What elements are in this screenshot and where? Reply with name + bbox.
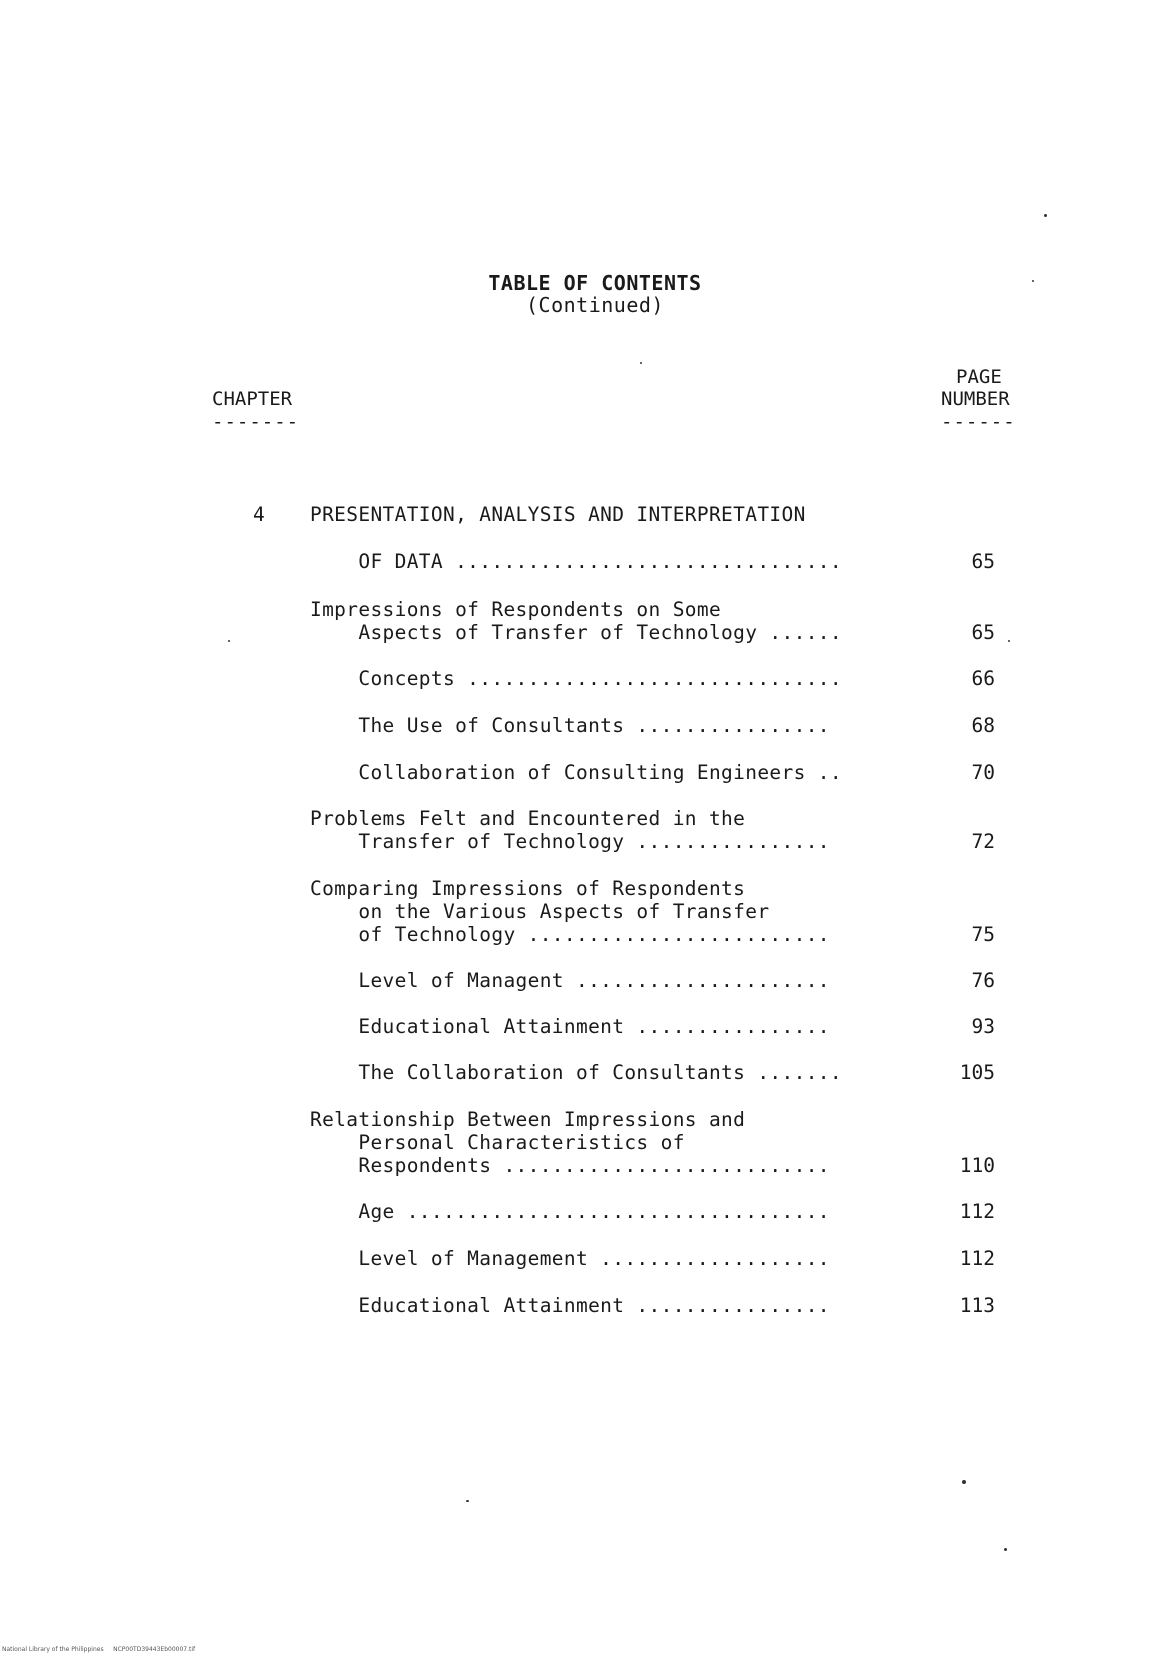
- toc-entry-line: Relationship Between Impressions and: [310, 1108, 746, 1131]
- page-subtitle: (Continued): [526, 293, 664, 317]
- toc-entry-line: on the Various Aspects of Transfer: [310, 900, 770, 923]
- toc-page-number: 72: [971, 830, 995, 853]
- chapter-header: CHAPTER: [212, 388, 293, 410]
- toc-page-number: 112: [959, 1200, 995, 1223]
- toc-entry-line: Educational Attainment ................: [310, 1015, 830, 1038]
- toc-page-number: 75: [971, 923, 995, 946]
- toc-entry-line: Educational Attainment ................: [310, 1294, 830, 1317]
- page-number-header-rule: ------: [941, 411, 1016, 433]
- toc-entry-line: Aspects of Transfer of Technology ......: [310, 621, 842, 644]
- toc-entry-line: Level of Managent .....................: [310, 969, 830, 992]
- toc-page-number: 105: [959, 1061, 995, 1084]
- page-number-header-line2: NUMBER: [941, 388, 1010, 410]
- chapter-number: 4: [253, 503, 265, 526]
- toc-page-number: 110: [959, 1154, 995, 1177]
- toc-entry-line: The Use of Consultants ................: [310, 714, 830, 737]
- toc-entry-line: Collaboration of Consulting Engineers ..: [310, 761, 842, 784]
- toc-entry-line: Transfer of Technology ................: [310, 830, 830, 853]
- toc-entry-line: Level of Management ...................: [310, 1247, 830, 1270]
- scan-speck: [466, 1500, 469, 1502]
- page-title: TABLE OF CONTENTS: [488, 271, 702, 295]
- toc-entry-line: Impressions of Respondents on Some: [310, 598, 722, 621]
- toc-page-number: 113: [959, 1294, 995, 1317]
- scan-speck: [1044, 214, 1047, 217]
- toc-page-number: 112: [959, 1247, 995, 1270]
- toc-entry-line: Personal Characteristics of: [310, 1131, 685, 1154]
- toc-page-number: 68: [971, 714, 995, 737]
- toc-entry-line: Comparing Impressions of Respondents: [310, 877, 746, 900]
- toc-page-number: 93: [971, 1015, 995, 1038]
- toc-entry-line: The Collaboration of Consultants .......: [310, 1061, 842, 1084]
- toc-page-number: 66: [971, 667, 995, 690]
- toc-entry-line: Respondents ...........................: [310, 1154, 830, 1177]
- toc-entry-line: Age ...................................: [310, 1200, 830, 1223]
- toc-page-number: 76: [971, 969, 995, 992]
- scan-speck: [962, 1480, 966, 1484]
- scan-footer: National Library of the Philippines NCP00TD39443Eb00007.tif: [2, 1646, 196, 1653]
- toc-entry-line: PRESENTATION, ANALYSIS AND INTERPRETATION: [310, 503, 806, 526]
- scan-speck: [228, 640, 230, 642]
- scan-speck: [1032, 280, 1034, 282]
- page-number-header-line1: PAGE: [956, 366, 1002, 388]
- toc-page-number: 70: [971, 761, 995, 784]
- scan-speck: [640, 362, 642, 364]
- toc-entry-line: OF DATA ................................: [310, 550, 842, 573]
- toc-entry-line: of Technology .........................: [310, 923, 830, 946]
- scan-speck: [1004, 1548, 1007, 1551]
- toc-entry-line: Concepts ...............................: [310, 667, 842, 690]
- toc-page-number: 65: [971, 550, 995, 573]
- toc-entry-line: Problems Felt and Encountered in the: [310, 807, 746, 830]
- toc-page-number: 65: [971, 621, 995, 644]
- chapter-header-rule: -------: [212, 411, 300, 433]
- scan-speck: [1008, 640, 1010, 642]
